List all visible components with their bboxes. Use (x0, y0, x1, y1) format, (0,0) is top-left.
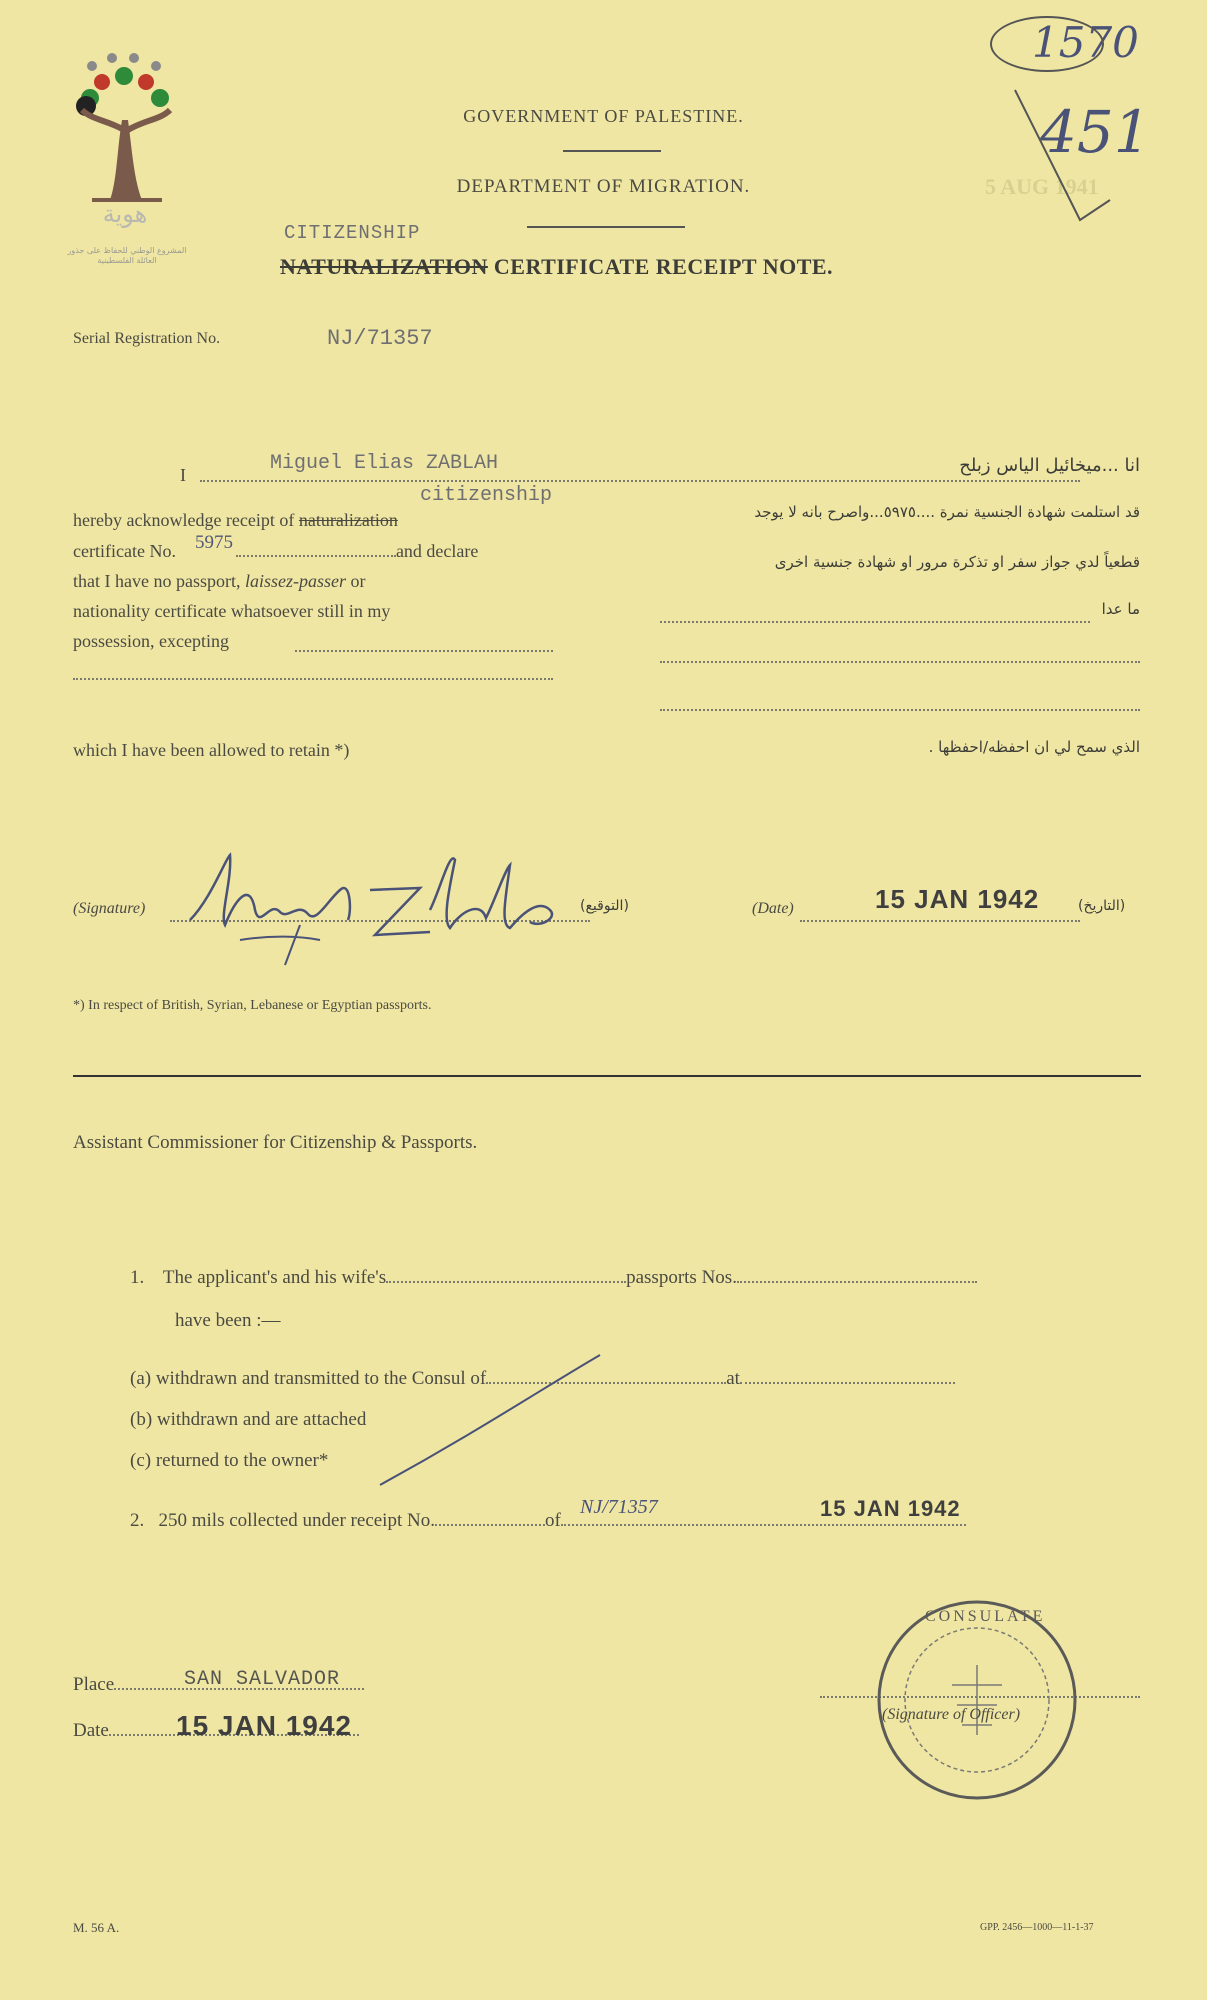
item-2-of: of (544, 1510, 561, 1531)
consulate-seal-icon (872, 1595, 1082, 1805)
cross-out-stroke (320, 1350, 620, 1490)
cert-line (73, 536, 553, 566)
government-heading: GOVERNMENT OF PALESTINE. (463, 106, 744, 126)
file-number: 451 (1040, 98, 1151, 166)
item-b: (b) withdrawn and are attached (130, 1409, 367, 1430)
document-title (280, 254, 833, 280)
serial-label: Serial Registration No. (73, 330, 221, 347)
date-dotted-line (800, 916, 1080, 922)
place-label-text: Place (73, 1674, 115, 1695)
line4: nationality certificate whatsoever still in my (73, 601, 391, 621)
item-a-text: (a) withdrawn and transmitted to the Consul of (130, 1368, 487, 1389)
logo-subcaption: المشروع الوطني للحفاظ على جذور العائلة الفلسطينية (67, 246, 187, 265)
receipt-number: NJ/71357 (580, 1496, 658, 1518)
ack-prefix: hereby acknowledge receipt of (73, 510, 299, 530)
item-2-number: 2. (130, 1510, 145, 1531)
serial-value: NJ/71357 (327, 326, 433, 351)
date-label: (Date) (752, 900, 794, 917)
item-c: (c) returned to the owner* (130, 1450, 329, 1471)
arabic-dotted-line (660, 655, 1140, 663)
form-code: M. 56 A. (73, 1920, 120, 1935)
cert-suffix: and declare (395, 541, 479, 561)
certificate-number: 5975 (195, 532, 233, 553)
arabic-line1: قد استلمت شهادة الجنسية نمرة ....٥٩٧٥...واصرح بانه لا يوجد (754, 503, 1140, 521)
item-1 (130, 1267, 977, 1289)
item-1-have-been: have been :— (175, 1310, 281, 1331)
logo-caption: هوية (102, 200, 148, 228)
section-divider (73, 1075, 1141, 1077)
item-a-at: at (726, 1368, 740, 1389)
seal-text: CONSULATE (925, 1608, 1046, 1625)
title-struck-word: NATURALIZATION (280, 254, 488, 279)
arabic-name-line: انا ...ميخائيل الياس زبلح (959, 455, 1140, 476)
signature-label-arabic: (التوقيع) (580, 898, 629, 914)
officer-signature-label: (Signature of Officer) (882, 1706, 1021, 1723)
ack-struck-word: naturalization (298, 510, 398, 530)
item-1-text-b: passports Nos. (626, 1267, 737, 1288)
line3: that I have no passport, (73, 571, 245, 591)
arabic-dotted-line (660, 615, 1090, 623)
excepting-dotted-line-2 (73, 668, 553, 680)
header-rule (563, 150, 661, 152)
receipt-date-stamp: 15 JAN 1942 (820, 1496, 961, 1521)
corner-oval (990, 16, 1104, 72)
arabic-dotted-line (660, 703, 1140, 711)
excepting-dotted-line (295, 630, 553, 652)
bottom-date-stamp: 15 JAN 1942 (176, 1710, 353, 1741)
line3-end: or (345, 571, 366, 591)
title-rest: CERTIFICATE RECEIPT NOTE. (487, 254, 834, 279)
department-heading: DEPARTMENT OF MIGRATION. (456, 176, 751, 197)
arabic-line3: ما عدا (1101, 600, 1140, 618)
footnote: *) In respect of British, Syrian, Lebanese or Egyptian passports. (73, 998, 432, 1013)
printer-code: GPP. 2456—1000—11-1-37 (980, 1922, 1094, 1933)
filed-number: 1570 (1032, 18, 1139, 67)
header-rule (527, 226, 685, 228)
cert-prefix: certificate No. (73, 541, 176, 561)
pronoun-i: I (180, 465, 186, 485)
line5: possession, excepting (73, 631, 229, 651)
family-tree-logo-icon (62, 50, 192, 260)
item-1-text-a: The applicant's and his wife's (162, 1267, 387, 1288)
retain-text: which I have been allowed to retain *) (73, 740, 350, 760)
arabic-retain: الذي سمح لي ان احفظه/احفظها . (928, 738, 1140, 756)
citizenship-insert: CITIZENSHIP (284, 222, 421, 244)
arabic-line2: قطعياً لدي جواز سفر او تذكرة مرور او شهادة جنسية اخرى (774, 553, 1140, 571)
place-value: SAN SALVADOR (184, 1668, 341, 1691)
bottom-date-label-text: Date (73, 1720, 109, 1741)
signature-label: (Signature) (73, 900, 146, 917)
item-1-number: 1. (130, 1267, 145, 1288)
applicant-name: Miguel Elias ZABLAH (270, 452, 499, 475)
laissez-passer: laissez-passer (244, 571, 346, 591)
item-2-text: 250 mils collected under receipt No. (158, 1510, 435, 1531)
corner-date-stamp: 5 AUG 1941 (985, 174, 1099, 199)
corner-check-mark (1010, 70, 1120, 240)
date-stamp: 15 JAN 1942 (875, 884, 1040, 914)
ack-line (73, 505, 398, 535)
date-label-arabic: (التاريخ) (1078, 898, 1126, 914)
applicant-signature (180, 840, 580, 970)
assistant-commissioner: Assistant Commissioner for Citizenship & Passports. (73, 1132, 478, 1153)
citizenship-insert-body: citizenship (420, 484, 553, 507)
